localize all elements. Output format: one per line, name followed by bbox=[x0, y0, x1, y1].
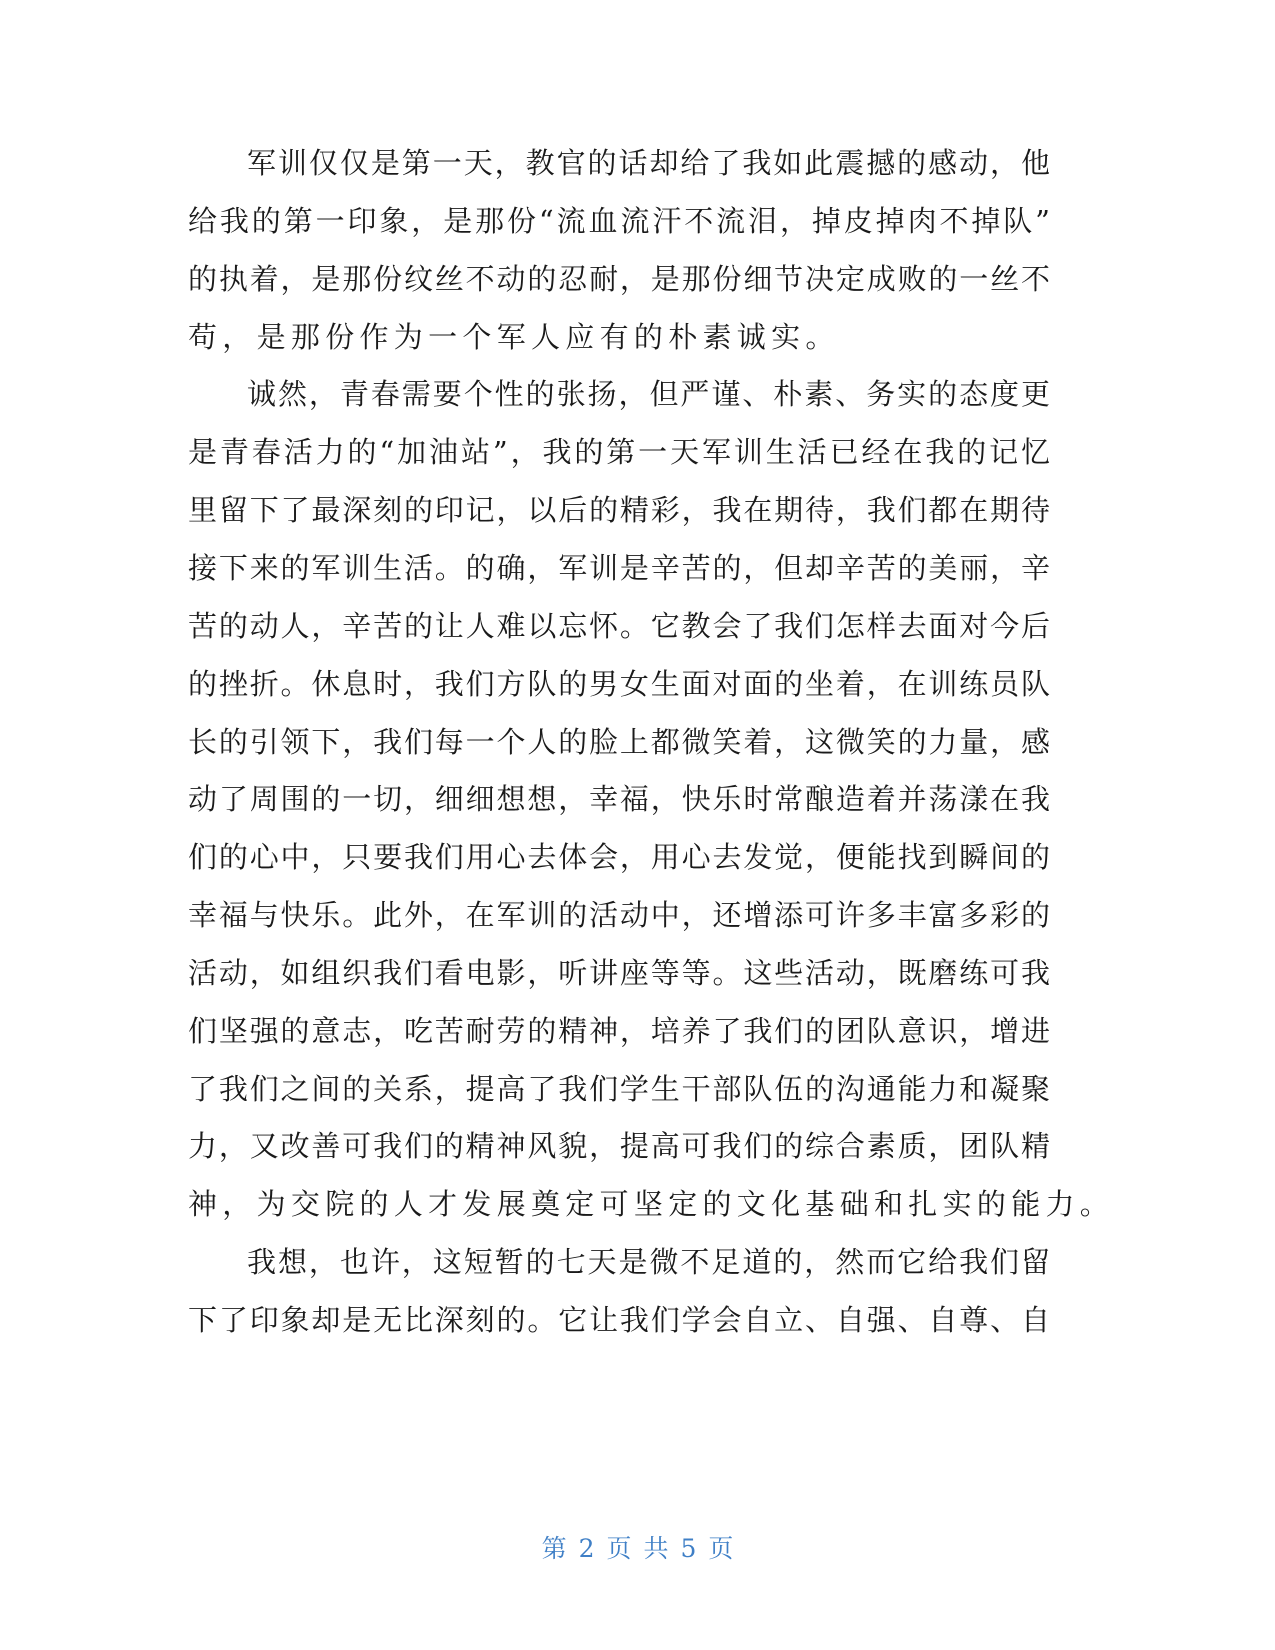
paragraph-2-line-8: 动了周围的一切，细细想想，幸福，快乐时常酿造着并荡漾在我 bbox=[188, 782, 1050, 816]
paragraph-2-line-3: 里留下了最深刻的印记，以后的精彩，我在期待，我们都在期待 bbox=[188, 493, 1050, 527]
paragraph-2-line-10: 幸福与快乐。此外，在军训的活动中，还增添可许多丰富多彩的 bbox=[188, 898, 1050, 932]
paragraph-2-line-7: 长的引领下，我们每一个人的脸上都微笑着，这微笑的力量，感 bbox=[188, 725, 1050, 759]
paragraph-3-line-2: 下了印象却是无比深刻的。它让我们学会自立、自强、自尊、自 bbox=[188, 1303, 1050, 1337]
page-footer bbox=[0, 1532, 1275, 1566]
paragraph-2-line-15: 神，为交院的人才发展奠定可坚定的文化基础和扎实的能力。 bbox=[188, 1187, 1115, 1221]
paragraph-2-line-5: 苦的动人，辛苦的让人难以忘怀。它教会了我们怎样去面对今后 bbox=[188, 609, 1050, 643]
footer-page-label: 页 bbox=[606, 1534, 632, 1563]
footer-page-number: 2 bbox=[578, 1534, 595, 1563]
paragraph-3-line-1: 我想，也许，这短暂的七天是微不足道的，然而它给我们留 bbox=[247, 1245, 1050, 1279]
paragraph-1-line-1: 军训仅仅是第一天，教官的话却给了我如此震撼的感动，他 bbox=[247, 146, 1050, 180]
paragraph-2-line-12: 们坚强的意志，吃苦耐劳的精神，培养了我们的团队意识，增进 bbox=[188, 1014, 1050, 1048]
paragraph-2-line-11: 活动，如组织我们看电影，听讲座等等。这些活动，既磨练可我 bbox=[188, 956, 1050, 990]
paragraph-2-line-2: 是青春活力的“加油站”，我的第一天军训生活已经在我的记忆 bbox=[188, 435, 1050, 469]
paragraph-2-line-13: 了我们之间的关系，提高了我们学生干部队伍的沟通能力和凝聚 bbox=[188, 1072, 1050, 1106]
paragraph-2-line-6: 的挫折。休息时，我们方队的男女生面对面的坐着，在训练员队 bbox=[188, 667, 1050, 701]
footer-suffix: 页 bbox=[708, 1534, 734, 1563]
paragraph-1-line-2: 给我的第一印象，是那份“流血流汗不流泪，掉皮掉肉不掉队” bbox=[188, 204, 1050, 238]
paragraph-2-line-4: 接下来的军训生活。的确，军训是辛苦的，但却辛苦的美丽，辛 bbox=[188, 551, 1050, 585]
paragraph-1-line-4: 苟，是那份作为一个军人应有的朴素诚实。 bbox=[188, 320, 840, 354]
paragraph-2-line-9: 们的心中，只要我们用心去体会，用心去发觉，便能找到瞬间的 bbox=[188, 840, 1050, 874]
footer-total-label: 共 bbox=[643, 1534, 669, 1563]
footer-total-pages: 5 bbox=[680, 1534, 697, 1563]
footer-prefix: 第 bbox=[541, 1534, 567, 1563]
paragraph-1-line-3: 的执着，是那份纹丝不动的忍耐，是那份细节决定成败的一丝不 bbox=[188, 262, 1050, 296]
paragraph-2-line-14: 力，又改善可我们的精神风貌，提高可我们的综合素质，团队精 bbox=[188, 1129, 1050, 1163]
paragraph-2-line-1: 诚然，青春需要个性的张扬，但严谨、朴素、务实的态度更 bbox=[247, 377, 1050, 411]
